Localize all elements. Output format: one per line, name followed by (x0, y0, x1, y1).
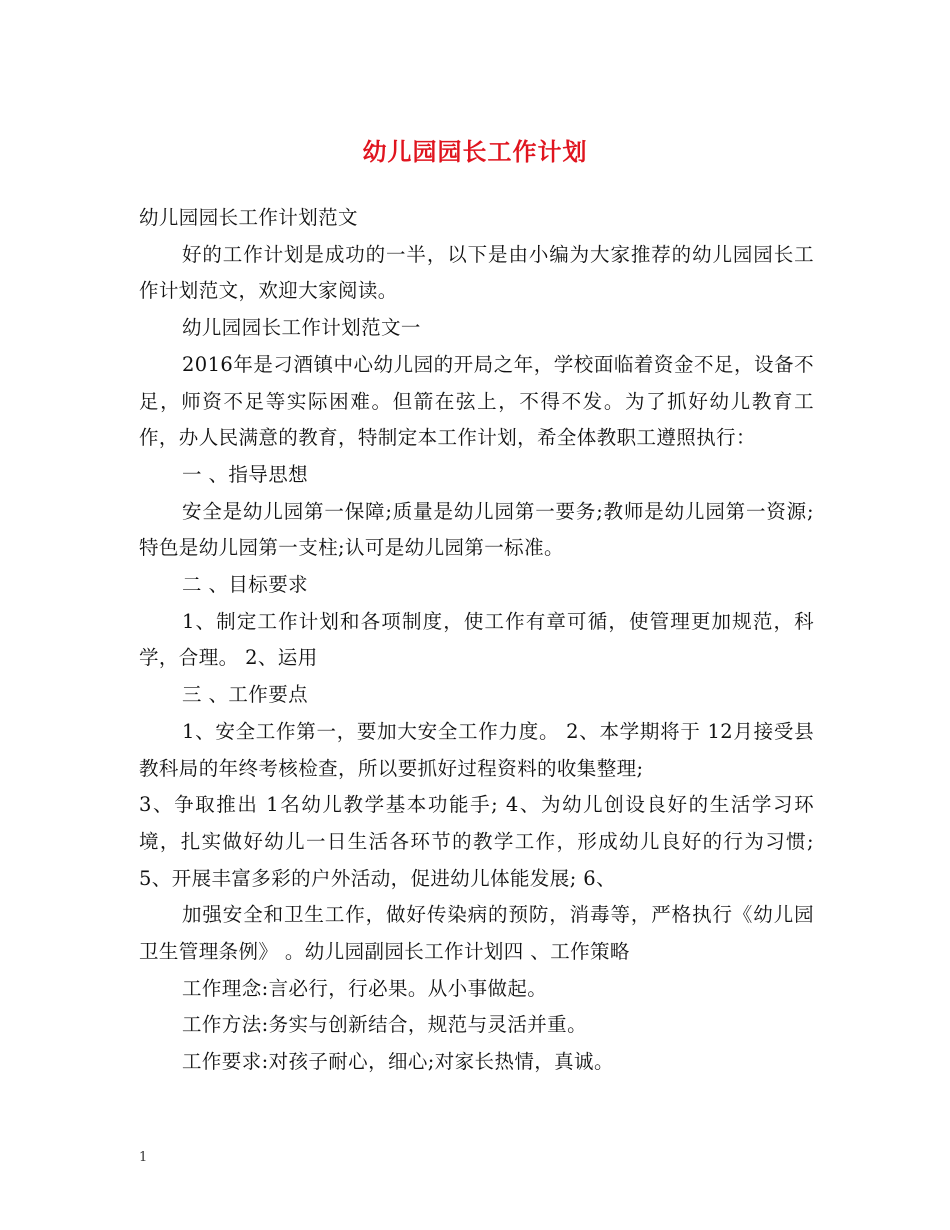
paragraph-goals: 1、制定工作计划和各项制度，使工作有章可循，使管理更加规范，科学，合理。 2、运用 (139, 609, 814, 670)
paragraph-work-requirements: 工作要求:对孩子耐心，细心;对家长热情，真诚。 (182, 1050, 614, 1074)
document-body (139, 200, 814, 1081)
heading-guiding-ideology: 一 、指导思想 (182, 462, 308, 486)
page-number: 1 (139, 1150, 148, 1165)
document-title: 幼儿园园长工作计划 (362, 137, 588, 166)
paragraph-intro: 好的工作计划是成功的一半，以下是由小编为大家推荐的幼儿园园长工作计划范文，欢迎大家阅读。 (139, 242, 814, 303)
paragraph-section-heading: 幼儿园园长工作计划范文一 (182, 316, 421, 340)
paragraph-key-points-2: 3、争取推出 1名幼儿教学基本功能手; 4、为幼儿创设良好的生活学习环境，扎实做好幼儿一日生活各环节的教学工作，形成幼儿良好的行为习惯; 5、开展丰富多彩的户外活动，促进幼儿体能发展; 6、 (139, 793, 814, 890)
paragraph-subtitle: 幼儿园园长工作计划范文 (139, 206, 358, 229)
paragraph-key-points-1: 1、安全工作第一，要加大安全工作力度。 2、本学期将于 12月接受县教科局的年终考核检查，所以要抓好过程资料的收集整理; (139, 719, 814, 780)
paragraph-key-points-3: 加强安全和卫生工作，做好传染病的预防，消毒等，严格执行《幼儿园卫生管理条例》 。幼儿园副园长工作计划四 、工作策略 (139, 903, 814, 964)
paragraph-background: 2016年是刁酒镇中心幼儿园的开局之年，学校面临着资金不足，设备不足，师资不足等实际困难。但箭在弦上，不得不发。为了抓好幼儿教育工作，办人民满意的教育，特制定本工作计划，希全体教职工遵照执行： (139, 352, 814, 450)
paragraph-work-concept: 工作理念:言必行，行必果。从小事做起。 (182, 976, 548, 1000)
heading-goals: 二 、目标要求 (182, 573, 308, 597)
heading-key-points: 三 、工作要点 (182, 683, 308, 707)
paragraph-guiding-ideology: 安全是幼儿园第一保障;质量是幼儿园第一要务;教师是幼儿园第一资源;特色是幼儿园第一支柱;认可是幼儿园第一标准。 (139, 499, 814, 560)
paragraph-work-method: 工作方法:务实与创新结合，规范与灵活并重。 (182, 1013, 587, 1037)
